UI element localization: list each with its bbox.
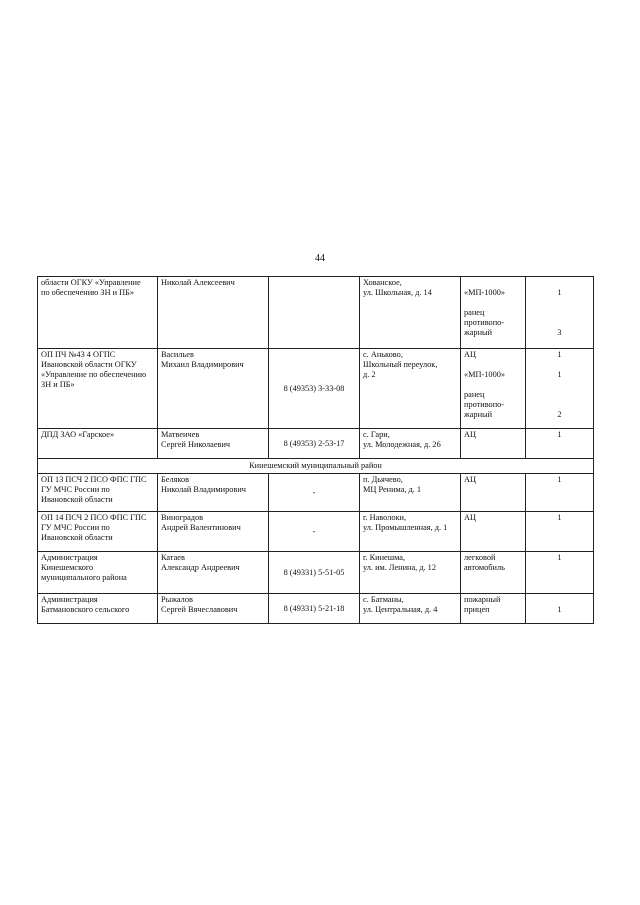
address-cell-line: ул. Промышленная, д. 1 (363, 523, 448, 532)
responsible-person-cell (158, 429, 269, 459)
quantity-cell-line (529, 390, 590, 400)
equipment-cell-line: пожарный (464, 595, 501, 604)
equipment-cell-line: «МП-1000» (464, 288, 506, 297)
fire-equipment-table (37, 276, 594, 624)
responsible-person-cell-line: Виноградов (161, 513, 204, 522)
quantity-cell (526, 474, 594, 512)
address-cell-line: ул. Школьная, д. 14 (363, 288, 432, 297)
organization-cell (38, 512, 158, 552)
responsible-person-cell-line: Андрей Валентинович (161, 523, 241, 532)
organization-cell-line: Администрация (41, 553, 98, 562)
equipment-cell-line: легковой (464, 553, 496, 562)
equipment-cell-line (464, 380, 522, 390)
address-cell-line: с. Аньково, (363, 350, 403, 359)
quantity-cell-line (529, 400, 590, 410)
quantity-cell-line: 2 (557, 410, 562, 419)
quantity-cell-line (529, 318, 590, 328)
equipment-cell (461, 349, 526, 429)
table-row (38, 429, 594, 459)
address-cell-line: п. Дьячево, (363, 475, 403, 484)
quantity-cell-line (529, 360, 590, 370)
quantity-cell (526, 512, 594, 552)
responsible-person-cell-line: Беляков (161, 475, 190, 484)
equipment-cell-line: АЦ (464, 513, 476, 522)
address-cell-line: Школьный переулок, (363, 360, 438, 369)
responsible-person-cell-line: Матвеичев (161, 430, 200, 439)
address-cell (360, 594, 461, 624)
organization-cell (38, 552, 158, 594)
phone-cell: 8 (49331) 5-21-18 (269, 594, 360, 624)
quantity-cell-line: 1 (557, 370, 562, 379)
organization-cell-line: ОП ПЧ №43 4 ОГПС (41, 350, 116, 359)
equipment-cell-line: ранец (464, 308, 485, 317)
phone-cell: 8 (49331) 5-51-05 (269, 552, 360, 594)
responsible-person-cell-line: Николай Алексеевич (161, 278, 235, 287)
address-cell (360, 474, 461, 512)
address-cell-line: ул. Центральная, д. 4 (363, 605, 438, 614)
page-number: 44 (315, 253, 325, 264)
phone-cell: 8 (49353) 3-33-08 (269, 349, 360, 429)
phone-cell: - (269, 474, 360, 512)
organization-cell (38, 474, 158, 512)
organization-cell-line: по обеспечению ЗН и ПБ» (41, 288, 135, 297)
quantity-cell-line: 1 (557, 475, 562, 484)
equipment-cell-line: прицеп (464, 605, 490, 614)
organization-cell-line: области ОГКУ «Управление (41, 278, 141, 287)
phone-cell: 8 (49353) 2-53-17 (269, 429, 360, 459)
equipment-cell-line: АЦ (464, 475, 476, 484)
organization-cell-line: ЗН и ПБ» (41, 380, 75, 389)
responsible-person-cell (158, 474, 269, 512)
responsible-person-cell (158, 594, 269, 624)
equipment-cell-line: противопо- (464, 400, 505, 409)
address-cell-line: МЦ Ренима, д. 1 (363, 485, 422, 494)
equipment-cell-line: АЦ (464, 430, 476, 439)
quantity-cell-line (529, 308, 590, 318)
address-cell-line: с. Гари, (363, 430, 390, 439)
organization-cell-line: Ивановской области (41, 495, 113, 504)
table-row (38, 474, 594, 512)
equipment-cell (461, 429, 526, 459)
responsible-person-cell (158, 552, 269, 594)
equipment-cell (461, 277, 526, 349)
organization-cell (38, 349, 158, 429)
responsible-person-cell-line: Николай Владимирович (161, 485, 246, 494)
organization-cell-line: Администрация (41, 595, 98, 604)
responsible-person-cell (158, 349, 269, 429)
responsible-person-cell-line: Михаил Владимирович (161, 360, 244, 369)
quantity-cell (526, 277, 594, 349)
table-row (38, 552, 594, 594)
table-row (38, 512, 594, 552)
organization-cell-line: «Управление по обеспечению (41, 370, 147, 379)
organization-cell-line: ОП 14 ПСЧ 2 ПСО ФПС ГПС (41, 513, 147, 522)
equipment-cell-line: жарный (464, 328, 493, 337)
quantity-cell (526, 552, 594, 594)
responsible-person-cell-line: Александр Андреевич (161, 563, 240, 572)
organization-cell-line: ОП 13 ПСЧ 2 ПСО ФПС ГПС (41, 475, 147, 484)
address-cell (360, 552, 461, 594)
organization-cell-line: ГУ МЧС России по (41, 523, 110, 532)
quantity-cell-line (529, 298, 590, 308)
quantity-cell-line: 1 (557, 350, 562, 359)
organization-cell-line: Кинешемского (41, 563, 94, 572)
phone-cell (269, 277, 360, 349)
address-cell-line: ул. Молодежная, д. 26 (363, 440, 441, 449)
address-cell-line: д. 2 (363, 370, 376, 379)
section-title: Кинешемский муниципальный район (38, 459, 594, 474)
equipment-cell-line (464, 298, 522, 308)
equipment-cell-line (464, 360, 522, 370)
responsible-person-cell-line: Катаев (161, 553, 185, 562)
organization-cell-line: Батмановского сельского (41, 605, 130, 614)
equipment-cell-line (464, 278, 522, 288)
table-row (38, 349, 594, 429)
quantity-cell-line (529, 595, 590, 605)
quantity-cell-line: 3 (557, 328, 562, 337)
quantity-cell-line (529, 380, 590, 390)
address-cell (360, 277, 461, 349)
responsible-person-cell-line: Сергей Вячеславович (161, 605, 238, 614)
table-row (38, 594, 594, 624)
organization-cell-line: Ивановской области ОГКУ (41, 360, 137, 369)
address-cell-line: ул. им. Ленина, д. 12 (363, 563, 436, 572)
quantity-cell-line: 1 (557, 605, 562, 614)
equipment-cell (461, 512, 526, 552)
address-cell (360, 349, 461, 429)
equipment-cell-line: автомобиль (464, 563, 505, 572)
address-cell (360, 512, 461, 552)
address-cell-line: с. Батманы, (363, 595, 404, 604)
address-cell-line: Хованское, (363, 278, 402, 287)
equipment-cell (461, 552, 526, 594)
organization-cell-line: муниципального района (41, 573, 127, 582)
responsible-person-cell-line: Сергей Николаевич (161, 440, 231, 449)
quantity-cell (526, 349, 594, 429)
address-cell-line: г. Кинешма, (363, 553, 406, 562)
organization-cell (38, 429, 158, 459)
responsible-person-cell (158, 512, 269, 552)
equipment-cell (461, 474, 526, 512)
equipment-cell-line: жарный (464, 410, 493, 419)
address-cell (360, 429, 461, 459)
address-cell-line: г. Наволоки, (363, 513, 407, 522)
phone-cell: - (269, 512, 360, 552)
equipment-cell-line: АЦ (464, 350, 476, 359)
organization-cell-line: ГУ МЧС России по (41, 485, 110, 494)
organization-cell-line: Ивановской области (41, 533, 113, 542)
quantity-cell-line (529, 278, 590, 288)
responsible-person-cell-line: Васильев (161, 350, 194, 359)
equipment-cell-line: ранец (464, 390, 485, 399)
quantity-cell (526, 429, 594, 459)
quantity-cell-line: 1 (557, 288, 562, 297)
equipment-cell-line: «МП-1000» (464, 370, 506, 379)
organization-cell (38, 594, 158, 624)
responsible-person-cell-line: Рыжалов (161, 595, 193, 604)
quantity-cell-line: 1 (557, 430, 562, 439)
responsible-person-cell (158, 277, 269, 349)
table-row (38, 277, 594, 349)
quantity-cell (526, 594, 594, 624)
organization-cell (38, 277, 158, 349)
section-row (38, 459, 594, 474)
equipment-cell-line: противопо- (464, 318, 505, 327)
organization-cell-line: ДПД ЗАО «Гарское» (41, 430, 115, 439)
equipment-cell (461, 594, 526, 624)
quantity-cell-line: 1 (557, 513, 562, 522)
quantity-cell-line: 1 (557, 553, 562, 562)
